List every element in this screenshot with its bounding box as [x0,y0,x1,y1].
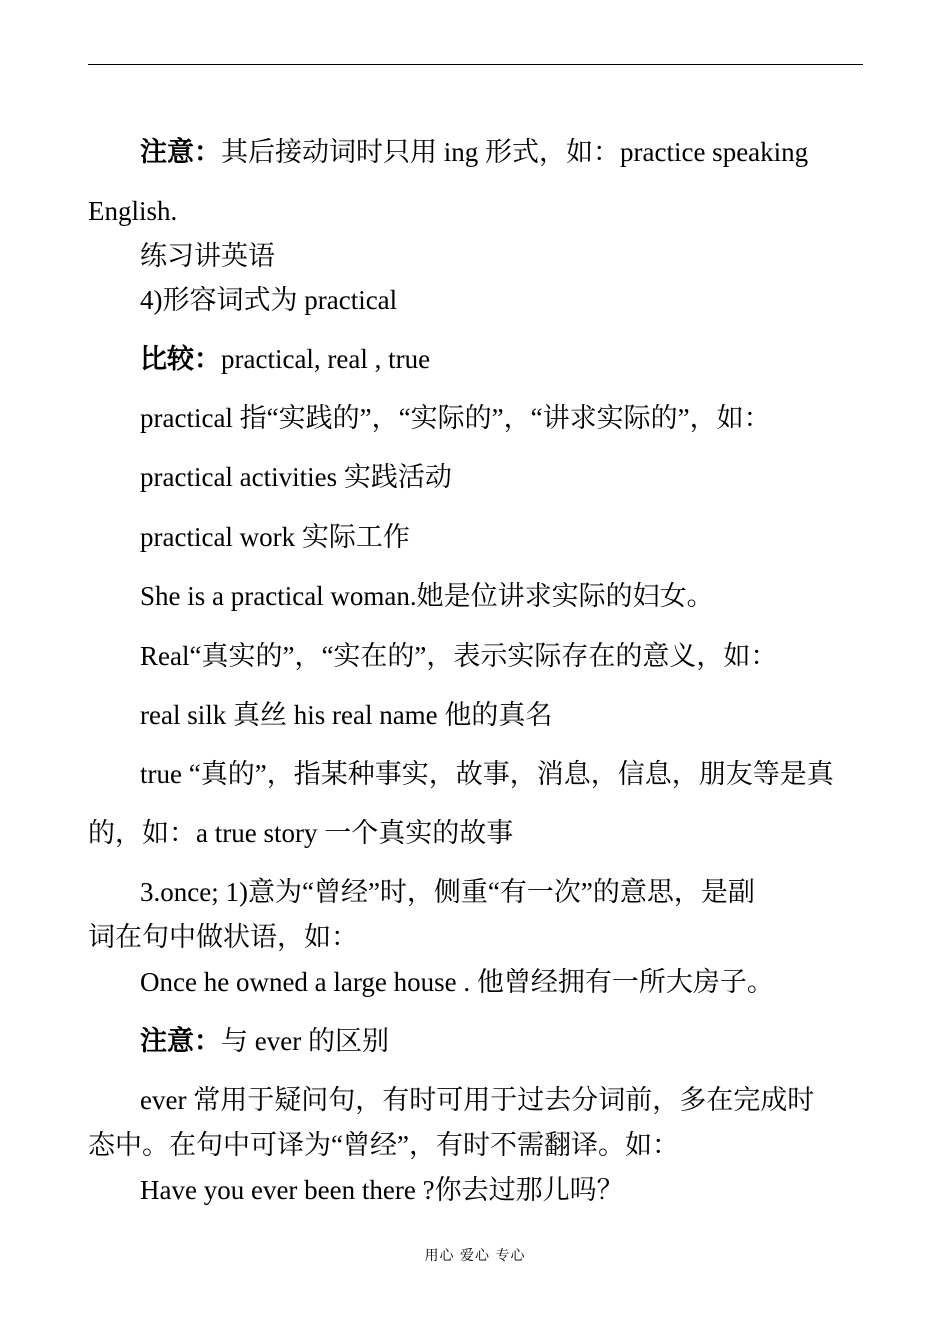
paragraph-line: 态中。在句中可译为“曾经”，有时不需翻译。如： [88,1130,679,1160]
paragraph-line: Once he owned a large house . 他曾经拥有一所大房子。 [140,967,774,997]
note-text: 其后接动词时只用 ing 形式，如：practice speaking [221,137,809,167]
paragraph-line: Real“真实的”，“实在的”，表示实际存在的意义，如： [140,641,778,671]
compare-text: practical, real , true [221,344,431,374]
note-text: 与 ever 的区别 [221,1026,389,1056]
header-rule [88,64,863,65]
paragraph-line: practical work 实际工作 [140,522,410,552]
note-label: 注意： [140,1026,221,1056]
paragraph-line: She is a practical woman.她是位讲求实际的妇女。 [140,581,714,611]
paragraph-line: 练习讲英语 [140,241,275,271]
paragraph-line: 4)形容词式为 practical [140,285,398,315]
paragraph-line: real silk 真丝 his real name 他的真名 [140,700,553,730]
paragraph-line: 的，如：a true story 一个真实的故事 [88,818,514,848]
paragraph-line: Have you ever been there ?你去过那儿吗？ [140,1175,624,1205]
note-label: 注意： [140,137,221,167]
compare-line [140,343,430,375]
paragraph-line: ever 常用于疑问句，有时可用于过去分词前，多在完成时 [140,1085,815,1115]
note-line [140,1025,389,1057]
note-line [140,136,808,168]
paragraph-line: true “真的”，指某种事实，故事，消息，信息，朋友等是真 [140,759,834,789]
paragraph-line: practical activities 实践活动 [140,462,452,492]
compare-label: 比较： [140,344,221,374]
page-footer: 用心 爱心 专心 [424,1248,526,1264]
paragraph-line: 词在句中做状语，如： [88,922,358,952]
paragraph-line: practical 指“实践的”，“实际的”，“讲求实际的”，如： [140,403,771,433]
paragraph-line: 3.once; 1)意为“曾经”时，侧重“有一次”的意思，是副 [140,877,755,907]
paragraph-line: English. [88,196,178,226]
